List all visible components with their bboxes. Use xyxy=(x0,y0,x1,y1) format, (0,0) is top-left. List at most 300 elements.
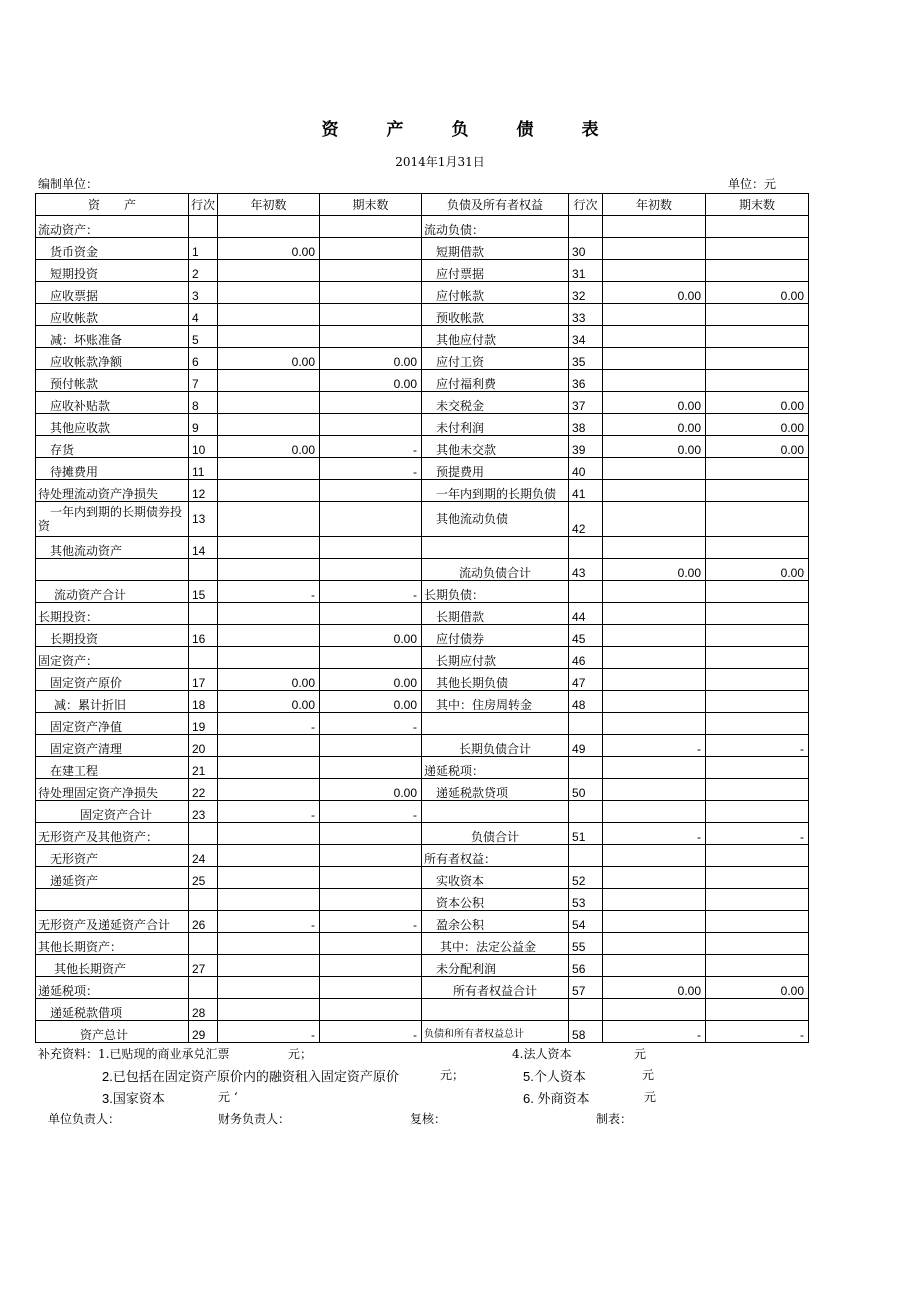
asset-end-value xyxy=(320,757,422,779)
asset-begin-value xyxy=(218,392,320,414)
footnote-2: 2.已包括在固定资产原价内的融资租入固定资产原价 xyxy=(102,1069,399,1084)
liability-begin-value xyxy=(603,669,706,691)
table-row xyxy=(36,845,809,867)
table-header-row xyxy=(36,194,809,216)
liability-line-no: 42 xyxy=(569,502,603,537)
liability-end-value: 0.00 xyxy=(706,392,809,414)
liability-begin-value xyxy=(603,779,706,801)
liability-line-no: 53 xyxy=(569,889,603,911)
asset-end-value xyxy=(320,326,422,348)
table-row xyxy=(36,669,809,691)
liability-line-no xyxy=(569,845,603,867)
liability-begin-value xyxy=(603,304,706,326)
table-row xyxy=(36,801,809,823)
liability-end-value xyxy=(706,370,809,392)
asset-begin-value xyxy=(218,458,320,480)
liability-begin-value xyxy=(603,889,706,911)
asset-end-value xyxy=(320,392,422,414)
asset-line-no: 24 xyxy=(189,845,218,867)
page-title xyxy=(0,115,920,140)
liability-end-value xyxy=(706,867,809,889)
table-row xyxy=(36,603,809,625)
liability-line-no: 48 xyxy=(569,691,603,713)
header-begin: 年初数 xyxy=(603,194,706,216)
asset-begin-value xyxy=(218,955,320,977)
asset-item: 无形资产 xyxy=(36,845,189,867)
liability-line-no: 36 xyxy=(569,370,603,392)
liability-item: 未付利润 xyxy=(422,414,569,436)
asset-begin-value xyxy=(218,603,320,625)
liability-begin-value xyxy=(603,625,706,647)
liability-end-value xyxy=(706,955,809,977)
asset-item: 资产总计 xyxy=(36,1021,189,1043)
asset-item: 无形资产及递延资产合计 xyxy=(36,911,189,933)
asset-item: 其他流动资产 xyxy=(36,537,189,559)
liability-line-no: 38 xyxy=(569,414,603,436)
liability-item: 长期应付款 xyxy=(422,647,569,669)
footnote-6: 6. 外商资本 xyxy=(523,1091,590,1106)
table-row xyxy=(36,326,809,348)
table-row xyxy=(36,480,809,502)
asset-end-value xyxy=(320,823,422,845)
asset-item: 递延税款借项 xyxy=(36,999,189,1021)
title-char: 表 xyxy=(581,120,599,140)
asset-line-no: 28 xyxy=(189,999,218,1021)
liability-end-value xyxy=(706,480,809,502)
asset-begin-value xyxy=(218,647,320,669)
asset-end-value: 0.00 xyxy=(320,779,422,801)
footnote-6-unit: 元 xyxy=(644,1090,657,1104)
asset-item: 递延资产 xyxy=(36,867,189,889)
liability-begin-value: - xyxy=(603,1021,706,1043)
liability-end-value xyxy=(706,757,809,779)
asset-end-value xyxy=(320,537,422,559)
liability-end-value xyxy=(706,845,809,867)
asset-item: 在建工程 xyxy=(36,757,189,779)
table-row xyxy=(36,867,809,889)
footnote-3: 3.国家资本 xyxy=(102,1091,165,1106)
asset-line-no: 15 xyxy=(189,581,218,603)
liability-end-value: 0.00 xyxy=(706,559,809,581)
liability-end-value xyxy=(706,625,809,647)
liability-begin-value: 0.00 xyxy=(603,392,706,414)
liability-end-value xyxy=(706,713,809,735)
asset-begin-value xyxy=(218,414,320,436)
asset-begin-value: - xyxy=(218,581,320,603)
asset-begin-value xyxy=(218,779,320,801)
liability-end-value: 0.00 xyxy=(706,436,809,458)
asset-end-value xyxy=(320,480,422,502)
liability-line-no xyxy=(569,801,603,823)
asset-end-value xyxy=(320,735,422,757)
asset-item: 固定资产原价 xyxy=(36,669,189,691)
asset-item: 待处理流动资产净损失 xyxy=(36,480,189,502)
title-char: 负 xyxy=(451,120,469,140)
signature-finance-head: 财务负责人： xyxy=(218,1112,291,1126)
liability-begin-value xyxy=(603,867,706,889)
table-row xyxy=(36,559,809,581)
liability-item: 其他应付款 xyxy=(422,326,569,348)
asset-begin-value xyxy=(218,845,320,867)
liability-begin-value xyxy=(603,691,706,713)
liability-begin-value xyxy=(603,348,706,370)
asset-end-value: - xyxy=(320,713,422,735)
asset-item: 应收帐款 xyxy=(36,304,189,326)
liability-line-no xyxy=(569,757,603,779)
asset-end-value xyxy=(320,647,422,669)
asset-line-no: 18 xyxy=(189,691,218,713)
liability-begin-value: 0.00 xyxy=(603,559,706,581)
asset-end-value xyxy=(320,845,422,867)
asset-end-value xyxy=(320,603,422,625)
asset-line-no: 6 xyxy=(189,348,218,370)
liability-line-no: 45 xyxy=(569,625,603,647)
liability-item: 长期借款 xyxy=(422,603,569,625)
liability-end-value: - xyxy=(706,735,809,757)
asset-line-no: 2 xyxy=(189,260,218,282)
liability-begin-value xyxy=(603,581,706,603)
liability-end-value: - xyxy=(706,823,809,845)
asset-line-no: 21 xyxy=(189,757,218,779)
table-row xyxy=(36,458,809,480)
liability-item: 所有者权益： xyxy=(422,845,569,867)
liability-end-value xyxy=(706,238,809,260)
report-date: 2014年1月31日 xyxy=(395,155,485,169)
asset-line-no: 7 xyxy=(189,370,218,392)
liability-item: 未分配利润 xyxy=(422,955,569,977)
asset-line-no: 29 xyxy=(189,1021,218,1043)
asset-line-no: 16 xyxy=(189,625,218,647)
liability-item: 应付工资 xyxy=(422,348,569,370)
liability-begin-value: 0.00 xyxy=(603,282,706,304)
liability-line-no: 32 xyxy=(569,282,603,304)
liability-end-value xyxy=(706,779,809,801)
asset-line-no xyxy=(189,889,218,911)
asset-item: 其他长期资产 xyxy=(36,955,189,977)
table-row xyxy=(36,348,809,370)
table-row xyxy=(36,282,809,304)
table-row xyxy=(36,757,809,779)
liability-item: 未交税金 xyxy=(422,392,569,414)
liability-begin-value xyxy=(603,480,706,502)
asset-end-value xyxy=(320,867,422,889)
asset-line-no: 5 xyxy=(189,326,218,348)
liability-item: 长期负债合计 xyxy=(422,735,569,757)
asset-item: 短期投资 xyxy=(36,260,189,282)
table-row xyxy=(36,260,809,282)
asset-begin-value xyxy=(218,999,320,1021)
liability-item: 应付债券 xyxy=(422,625,569,647)
table-row xyxy=(36,977,809,999)
liability-end-value xyxy=(706,647,809,669)
asset-end-value: - xyxy=(320,436,422,458)
liability-begin-value: - xyxy=(603,823,706,845)
liability-end-value xyxy=(706,304,809,326)
title-char: 资 xyxy=(321,120,339,140)
liability-item: 其中：住房周转金 xyxy=(422,691,569,713)
asset-begin-value xyxy=(218,735,320,757)
asset-end-value xyxy=(320,999,422,1021)
asset-end-value: 0.00 xyxy=(320,669,422,691)
asset-line-no: 3 xyxy=(189,282,218,304)
asset-item: 其他应收款 xyxy=(36,414,189,436)
asset-begin-value: 0.00 xyxy=(218,691,320,713)
liability-line-no: 47 xyxy=(569,669,603,691)
asset-begin-value: 0.00 xyxy=(218,436,320,458)
liability-item: 实收资本 xyxy=(422,867,569,889)
table-row xyxy=(36,911,809,933)
asset-begin-value: - xyxy=(218,911,320,933)
liability-begin-value: 0.00 xyxy=(603,436,706,458)
asset-item: 应收票据 xyxy=(36,282,189,304)
asset-begin-value xyxy=(218,559,320,581)
liability-item: 应付福利费 xyxy=(422,370,569,392)
asset-item: 预付帐款 xyxy=(36,370,189,392)
liability-end-value xyxy=(706,691,809,713)
liability-line-no: 43 xyxy=(569,559,603,581)
asset-begin-value xyxy=(218,370,320,392)
asset-end-value xyxy=(320,502,422,537)
title-char: 债 xyxy=(516,120,534,140)
liability-end-value: 0.00 xyxy=(706,977,809,999)
asset-end-value xyxy=(320,304,422,326)
table-row xyxy=(36,933,809,955)
liability-end-value: 0.00 xyxy=(706,282,809,304)
liability-item: 预收帐款 xyxy=(422,304,569,326)
table-row xyxy=(36,779,809,801)
asset-end-value: 0.00 xyxy=(320,348,422,370)
asset-line-no: 1 xyxy=(189,238,218,260)
liability-line-no: 31 xyxy=(569,260,603,282)
liability-end-value xyxy=(706,348,809,370)
asset-end-value: - xyxy=(320,581,422,603)
liability-begin-value xyxy=(603,647,706,669)
table-row xyxy=(36,823,809,845)
liability-line-no: 56 xyxy=(569,955,603,977)
liability-end-value xyxy=(706,260,809,282)
liability-item: 负债合计 xyxy=(422,823,569,845)
table-row xyxy=(36,889,809,911)
footnote-1-unit: 元； xyxy=(288,1047,313,1061)
liability-begin-value: - xyxy=(603,735,706,757)
header-end: 期末数 xyxy=(320,194,422,216)
liability-item xyxy=(422,801,569,823)
liability-end-value xyxy=(706,801,809,823)
table-row xyxy=(36,581,809,603)
asset-line-no: 22 xyxy=(189,779,218,801)
liability-begin-value xyxy=(603,999,706,1021)
asset-end-value xyxy=(320,260,422,282)
asset-end-value xyxy=(320,977,422,999)
asset-line-no xyxy=(189,823,218,845)
asset-line-no xyxy=(189,933,218,955)
asset-begin-value: 0.00 xyxy=(218,238,320,260)
liability-item: 所有者权益合计 xyxy=(422,977,569,999)
asset-line-no xyxy=(189,647,218,669)
liability-end-value xyxy=(706,326,809,348)
liability-begin-value xyxy=(603,603,706,625)
header-line-no: 行次 xyxy=(189,194,218,216)
asset-item: 一年内到期的长期债券投资 xyxy=(36,502,189,537)
liability-item: 一年内到期的长期负债 xyxy=(422,480,569,502)
table-row xyxy=(36,238,809,260)
liability-item: 负债和所有者权益总计 xyxy=(422,1021,569,1043)
liability-line-no xyxy=(569,999,603,1021)
liability-line-no xyxy=(569,581,603,603)
asset-begin-value xyxy=(218,977,320,999)
asset-line-no: 12 xyxy=(189,480,218,502)
table-row xyxy=(36,955,809,977)
asset-begin-value xyxy=(218,823,320,845)
asset-item: 递延税项： xyxy=(36,977,189,999)
asset-begin-value: - xyxy=(218,1021,320,1043)
table-row xyxy=(36,625,809,647)
asset-end-value xyxy=(320,889,422,911)
asset-item: 固定资产净值 xyxy=(36,713,189,735)
asset-begin-value xyxy=(218,480,320,502)
asset-line-no: 10 xyxy=(189,436,218,458)
liability-begin-value xyxy=(603,216,706,238)
liability-end-value xyxy=(706,537,809,559)
asset-begin-value xyxy=(218,757,320,779)
liability-item xyxy=(422,713,569,735)
asset-begin-value xyxy=(218,326,320,348)
table-row xyxy=(36,647,809,669)
liability-end-value xyxy=(706,603,809,625)
asset-end-value: - xyxy=(320,801,422,823)
table-row xyxy=(36,304,809,326)
liability-item: 其他流动负债 xyxy=(422,502,569,537)
asset-line-no: 4 xyxy=(189,304,218,326)
asset-begin-value xyxy=(218,502,320,537)
liability-line-no: 51 xyxy=(569,823,603,845)
liability-item: 盈余公积 xyxy=(422,911,569,933)
asset-begin-value xyxy=(218,867,320,889)
asset-end-value xyxy=(320,216,422,238)
liability-item: 递延税款贷项 xyxy=(422,779,569,801)
asset-item: 减：累计折旧 xyxy=(36,691,189,713)
liability-begin-value xyxy=(603,955,706,977)
asset-begin-value xyxy=(218,625,320,647)
asset-line-no: 9 xyxy=(189,414,218,436)
asset-item: 减：坏账准备 xyxy=(36,326,189,348)
asset-line-no xyxy=(189,559,218,581)
liability-item: 预提费用 xyxy=(422,458,569,480)
liability-line-no: 35 xyxy=(569,348,603,370)
asset-item: 货币资金 xyxy=(36,238,189,260)
footnote-2-unit: 元； xyxy=(440,1068,465,1082)
liability-item: 应付票据 xyxy=(422,260,569,282)
asset-item: 存货 xyxy=(36,436,189,458)
liability-line-no: 54 xyxy=(569,911,603,933)
liability-end-value xyxy=(706,669,809,691)
asset-line-no: 25 xyxy=(189,867,218,889)
asset-begin-value xyxy=(218,889,320,911)
liability-begin-value xyxy=(603,845,706,867)
table-row xyxy=(36,713,809,735)
asset-item xyxy=(36,889,189,911)
asset-begin-value: 0.00 xyxy=(218,348,320,370)
footnote-3-unit: 元 ‘ xyxy=(218,1090,238,1104)
asset-line-no: 26 xyxy=(189,911,218,933)
liability-item: 递延税项： xyxy=(422,757,569,779)
liability-item: 其他未交款 xyxy=(422,436,569,458)
liability-end-value xyxy=(706,216,809,238)
liability-line-no: 58 xyxy=(569,1021,603,1043)
asset-end-value: - xyxy=(320,1021,422,1043)
liability-begin-value xyxy=(603,370,706,392)
liability-end-value xyxy=(706,502,809,537)
header-begin: 年初数 xyxy=(218,194,320,216)
liability-line-no: 50 xyxy=(569,779,603,801)
asset-item: 应收补贴款 xyxy=(36,392,189,414)
asset-line-no xyxy=(189,977,218,999)
footnote-5: 5.个人资本 xyxy=(523,1069,586,1084)
liability-line-no: 37 xyxy=(569,392,603,414)
liability-item: 资本公积 xyxy=(422,889,569,911)
liability-line-no xyxy=(569,216,603,238)
header-line-no: 行次 xyxy=(569,194,603,216)
footnote-1: 补充资料：1.已贴现的商业承兑汇票 xyxy=(38,1047,230,1061)
asset-end-value xyxy=(320,414,422,436)
asset-item: 流动资产： xyxy=(36,216,189,238)
asset-line-no: 20 xyxy=(189,735,218,757)
asset-end-value: - xyxy=(320,458,422,480)
asset-item: 固定资产清理 xyxy=(36,735,189,757)
asset-begin-value xyxy=(218,933,320,955)
asset-line-no xyxy=(189,603,218,625)
table-row xyxy=(36,436,809,458)
table-row xyxy=(36,392,809,414)
liability-item: 流动负债： xyxy=(422,216,569,238)
liability-line-no: 30 xyxy=(569,238,603,260)
liability-end-value xyxy=(706,458,809,480)
liability-begin-value xyxy=(603,757,706,779)
liability-end-value xyxy=(706,999,809,1021)
asset-end-value xyxy=(320,282,422,304)
asset-item: 待处理固定资产净损失 xyxy=(36,779,189,801)
table-row xyxy=(36,216,809,238)
table-row xyxy=(36,1021,809,1043)
header-assets: 资 产 xyxy=(36,194,189,216)
asset-item: 应收帐款净额 xyxy=(36,348,189,370)
asset-end-value xyxy=(320,933,422,955)
liability-begin-value xyxy=(603,801,706,823)
liability-begin-value: 0.00 xyxy=(603,414,706,436)
header-liabilities: 负债及所有者权益 xyxy=(422,194,569,216)
liability-begin-value xyxy=(603,502,706,537)
liability-line-no xyxy=(569,537,603,559)
asset-line-no: 23 xyxy=(189,801,218,823)
asset-end-value xyxy=(320,559,422,581)
liability-end-value xyxy=(706,581,809,603)
liability-end-value xyxy=(706,911,809,933)
liability-begin-value xyxy=(603,933,706,955)
liability-end-value xyxy=(706,933,809,955)
footnote-4-unit: 元 xyxy=(634,1047,647,1061)
asset-begin-value xyxy=(218,216,320,238)
asset-item: 固定资产合计 xyxy=(36,801,189,823)
asset-end-value: - xyxy=(320,911,422,933)
liability-item: 长期负债： xyxy=(422,581,569,603)
asset-begin-value: 0.00 xyxy=(218,669,320,691)
liability-end-value xyxy=(706,889,809,911)
asset-end-value xyxy=(320,955,422,977)
table-row xyxy=(36,735,809,757)
liability-line-no xyxy=(569,713,603,735)
table-row xyxy=(36,502,809,537)
liability-end-value: 0.00 xyxy=(706,414,809,436)
